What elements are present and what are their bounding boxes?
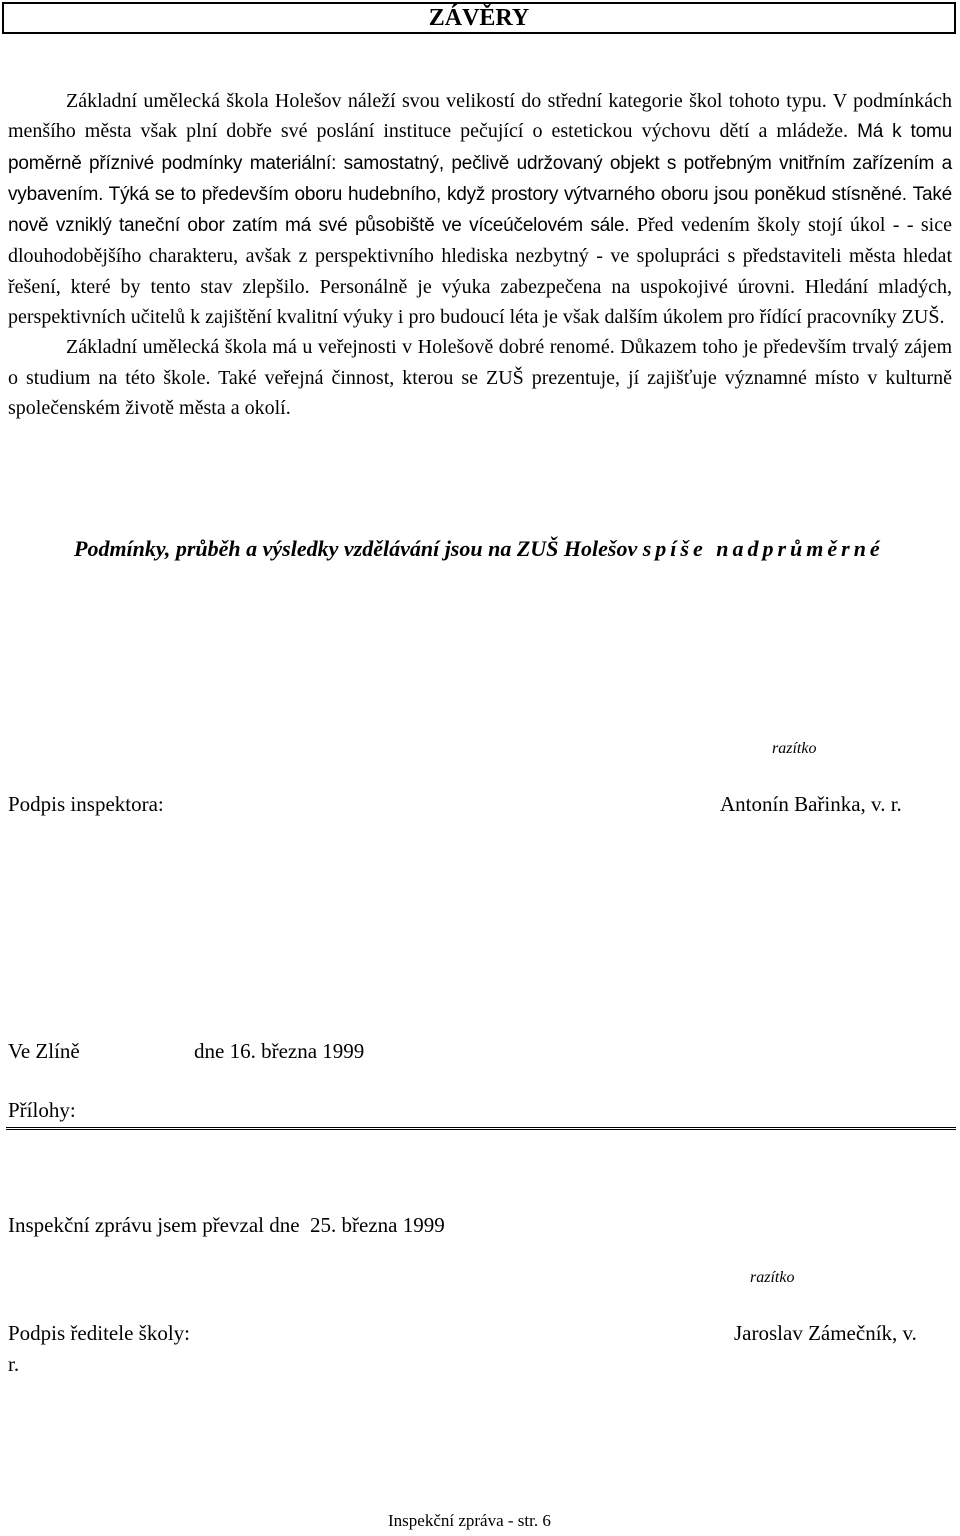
inspector-name: Antonín Bařinka, v. r. [720,792,902,816]
separator-line [6,1127,956,1130]
director-name: Jaroslav Zámečník, v. [734,1321,917,1345]
conclusions-text [8,86,952,423]
verdict-rating: spíše nadprůměrné [642,536,884,561]
attachments-label: Přílohy: [8,1098,76,1122]
director-stamp: razítko [750,1269,795,1286]
paragraph-1-start: Základní umělecká škola Holešov náleží svou velikostí do střední kategorie škol tohoto typu. V podmínkách menšího města však plní dobře své poslání instituce pečující o estetickou výchovu dětí a mládeže. [8,90,952,143]
receipt-statement: Inspekční zprávu jsem převzal dne 25. března 1999 [8,1213,445,1237]
verdict-text: Podmínky, průběh a výsledky vzdělávání jsou na ZUŠ Holešov [74,536,638,561]
inspector-signature-label: Podpis inspektora: [8,792,164,816]
director-signature-label: Podpis ředitele školy: [8,1321,190,1345]
director-name-continued: r. [8,1352,20,1376]
paragraph-2: Základní umělecká škola má u veřejnosti v Holešově dobré renomé. Důkazem toho je především trvalý zájem o studium na této škole. Také veřejná činnost, kterou se ZUŠ prezentuje, jí zajišťuje významné místo v kulturně společenském životě města a okolí. [8,336,952,419]
inspector-stamp: razítko [772,740,817,757]
evaluation-verdict [8,533,952,564]
paragraph-1-end: Před vedením školy stojí úkol - - sice dlouhodobějšího charakteru, avšak z perspektivního hlediska nezbytný - ve spolupráci s představiteli města hledat řešení, které by tento stav zlepšilo. Personálně je výuka zabezpečena na uspokojivé úrovni. Hledání mladých, perspektivních učitelů k zajištění kvalitní výuky i pro budoucí léta je však dalším úkolem pro řídící pracovníky ZUŠ. [8,214,952,329]
paragraph-1-sans-b: Také nově vzniklý taneční obor zatím má své působiště ve víceúčelovém sále. [8,183,953,237]
paragraph-1 [8,86,952,332]
date: dne 16. března 1999 [194,1039,365,1063]
place: Ve Zlíně [8,1039,80,1063]
section-heading [2,2,956,34]
paragraph-1-sans-a: Má k tomu poměrně příznivé podmínky materiální: samostatný, pečlivě udržovaný objekt s potřebným vnitřním zařízením a vybavením. Týká se to především oboru hudebního, když prostory výtvarného oboru jsou poněkud stísněné. [8,121,953,205]
page-footer: Inspekční zpráva - str. 6 [388,1511,551,1530]
section-title: ZÁVĚRY [428,4,530,31]
